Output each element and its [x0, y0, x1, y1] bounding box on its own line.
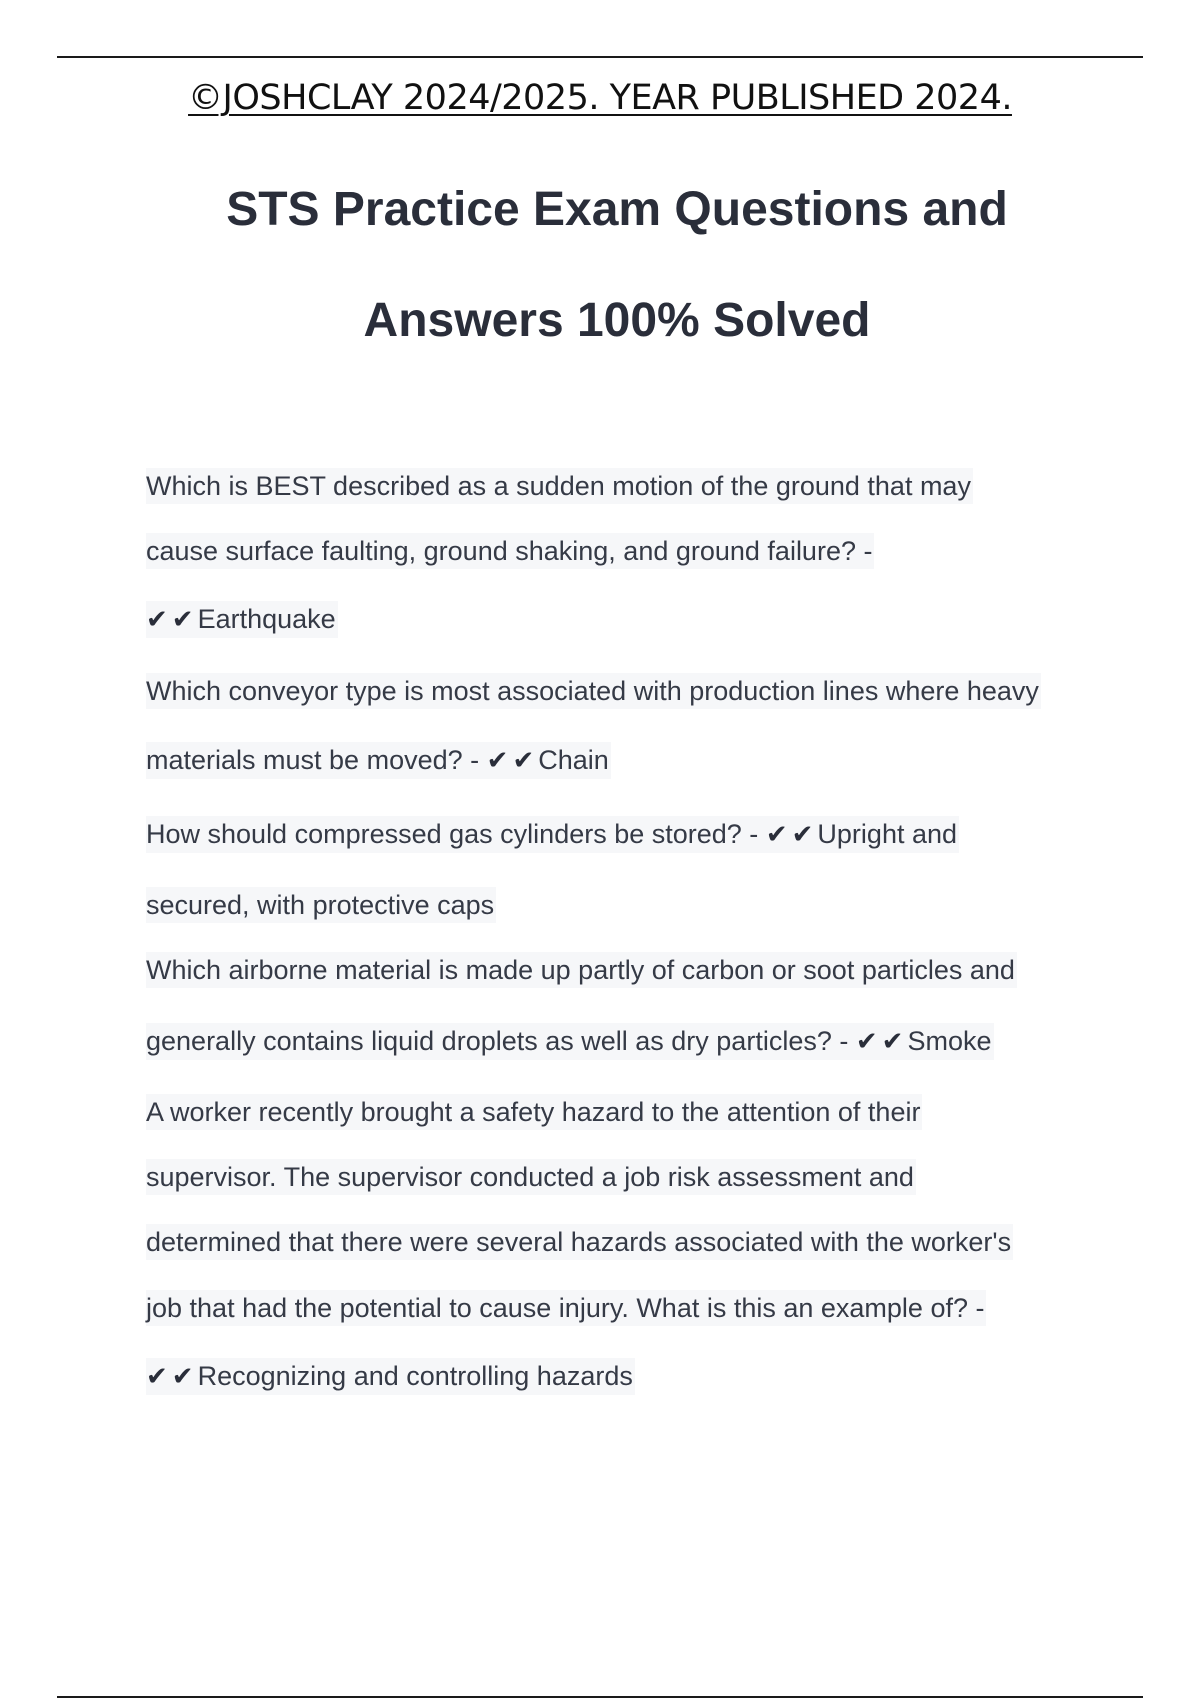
question-4-text: generally contains liquid droplets as well as dry particles? - [146, 1026, 849, 1056]
answer-4-text: Smoke [907, 1026, 992, 1056]
answer-2-text: Chain [538, 745, 609, 775]
document-title-line-1: STS Practice Exam Questions and [226, 183, 1008, 236]
check-icon: ✔ [171, 605, 194, 635]
answer-1-text: Earthquake [197, 604, 336, 634]
check-icon: ✔ [146, 1362, 168, 1392]
question-3-text: How should compressed gas cylinders be stored? - [146, 819, 759, 849]
question-2-line-1: Which conveyor type is most associated with production lines where heavy [146, 673, 1041, 709]
check-icon: ✔ [512, 746, 535, 776]
question-5-line-2: supervisor. The supervisor conducted a job risk assessment and [146, 1159, 916, 1195]
question-4-line-2 [146, 1023, 994, 1060]
check-icon: ✔ [855, 1027, 878, 1057]
copyright-text: ©JOSHCLAY 2024/2025. YEAR PUBLISHED 2024. [188, 78, 1012, 118]
question-3-line-1 [146, 816, 959, 853]
question-4-line-1: Which airborne material is made up partly of carbon or soot particles and [146, 952, 1017, 988]
copyright-header [0, 78, 1200, 118]
answer-3-text: Upright and [817, 819, 958, 849]
bottom-rule [57, 1696, 1143, 1698]
check-icon: ✔ [146, 605, 168, 635]
answer-3-continued: secured, with protective caps [146, 887, 496, 923]
question-5-line-3: determined that there were several hazards associated with the worker's [146, 1224, 1013, 1260]
top-rule [57, 56, 1143, 58]
question-2-text: materials must be moved? - [146, 745, 480, 775]
question-2-line-2 [146, 742, 611, 779]
check-icon: ✔ [881, 1027, 904, 1057]
check-icon: ✔ [486, 746, 509, 776]
question-5-line-4: job that had the potential to cause injury. What is this an example of? - [146, 1290, 986, 1326]
answer-5-text: Recognizing and controlling hazards [197, 1361, 633, 1391]
check-icon: ✔ [171, 1362, 194, 1392]
document-title-line-2: Answers 100% Solved [363, 294, 871, 347]
check-icon: ✔ [765, 820, 788, 850]
answer-1 [146, 601, 338, 638]
check-icon: ✔ [791, 820, 814, 850]
question-5-line-1: A worker recently brought a safety hazard to the attention of their [146, 1094, 922, 1130]
question-1-line-1: Which is BEST described as a sudden motion of the ground that may [146, 468, 973, 504]
question-1-line-2: cause surface faulting, ground shaking, and ground failure? - [146, 533, 874, 569]
answer-5 [146, 1358, 635, 1395]
